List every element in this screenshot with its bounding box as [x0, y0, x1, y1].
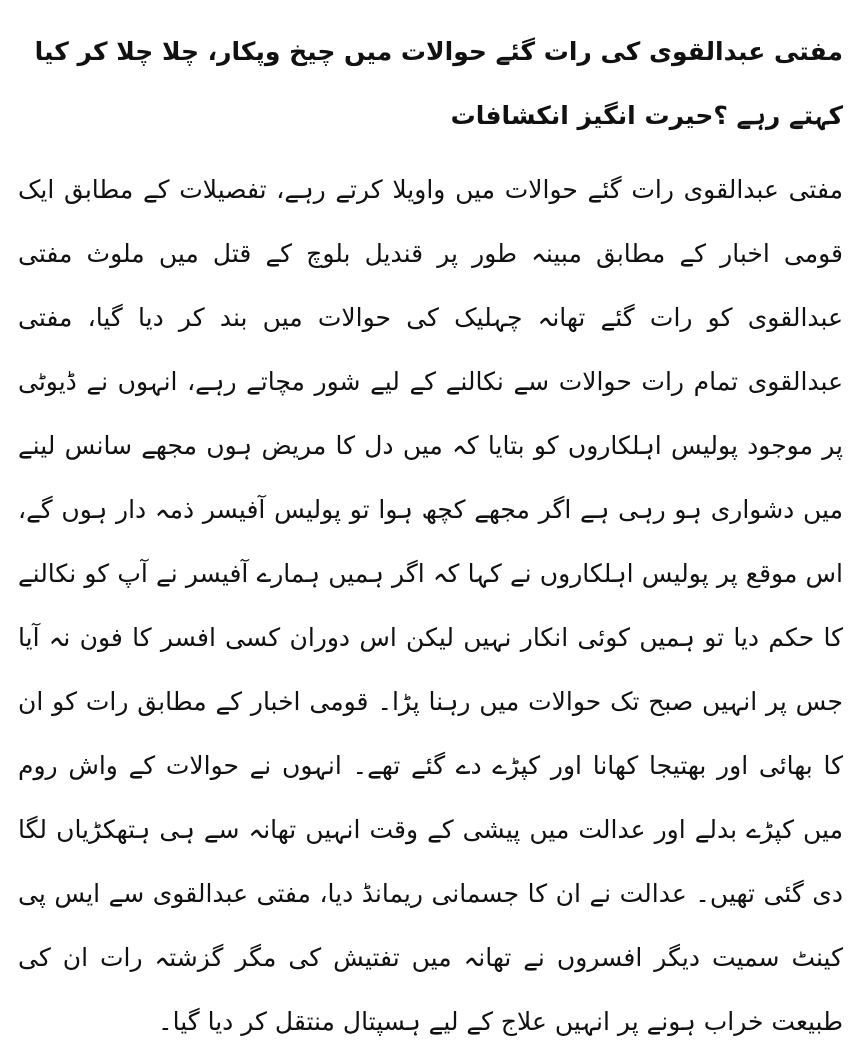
article-body: مفتی عبدالقوی رات گئے حوالات میں واویلا کرتے رہے، تفصیلات کے مطابق ایک قومی اخبار کے مطابق مبینہ طور پر قندیل بلوچ کے قتل میں ملوث مفتی عبدالقوی کو رات گئے تھانہ چہلیک کی حوالات میں بند کر دیا گیا، مفتی عبدالقوی تمام رات حوالات سے نکالنے کے لیے شور مچاتے رہے، انہوں نے ڈیوٹی پر موجود پولیس اہلکاروں کو بتایا کہ میں دل کا مریض ہوں مجھے سانس لینے میں دشواری ہو رہی ہے اگر مجھے کچھ ہوا تو پولیس آفیسر ذمہ دار ہوں گے، اس موقع پر پولیس اہلکاروں نے کہا کہ اگر ہمیں ہمارے آفیسر نے آپ کو نکالنے کا حکم دیا تو ہمیں کوئی انکار نہیں لیکن اس دوران کسی افسر کا فون نہ آیا جس پر انہیں صبح تک حوالات میں رہنا پڑا۔ قومی اخبار کے مطابق رات کو ان کا بھائی اور بھتیجا کھانا اور کپڑے دے گئے تھے۔ انہوں نے حوالات کے واش روم میں کپڑے بدلے اور عدالت میں پیشی کے وقت انہیں تھانہ سے ہی ہتھکڑیاں لگا دی گئی تھیں۔ عدالت نے ان کا جسمانی ریمانڈ دیا، مفتی عبدالقوی سے ایس پی کینٹ سمیت دیگر افسروں نے تھانہ میں تفتیش کی مگر گزشتہ رات ان کی طبیعت خراب ہونے پر انہیں علاج کے لیے ہسپتال منتقل کر دیا گیا۔: [18, 175, 843, 1036]
article-headline: مفتی عبدالقوی کی رات گئے حوالات میں چیخ وپکار، چلا چلا کر کیا کہتے رہے ؟حیرت انگیز انکشافات: [34, 37, 843, 130]
